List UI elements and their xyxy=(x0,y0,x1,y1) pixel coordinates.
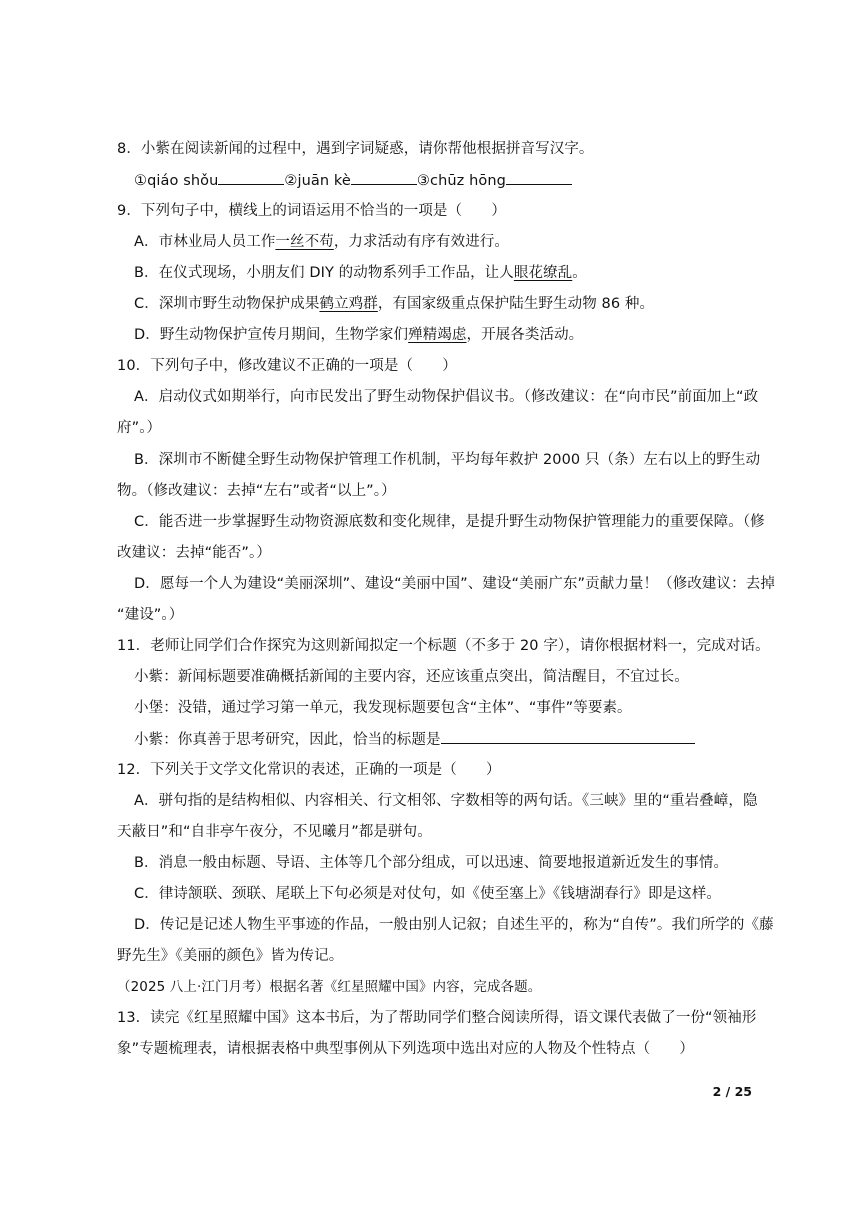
q9-a-underlined: 一丝不苟 xyxy=(275,234,334,250)
q10-option-b: B．深圳市不断健全野生动物保护管理工作机制，平均每年救护 2000 只（条）左右以上的野生动 xyxy=(134,452,761,468)
q11-dialog-1: 小紫：新闻标题要准确概括新闻的主要内容，还应该重点突出，简洁醒目，不宜过长。 xyxy=(134,669,689,685)
section-note: （2025 八上·江门月考）根据名著《红星照耀中国》内容，完成各题。 xyxy=(117,979,542,995)
q11-dialog-3-text: 小紫：你真善于思考研究，因此，恰当的标题是 xyxy=(134,732,441,748)
q9-option-b xyxy=(134,263,587,283)
q8-pinyin-3: ③chūz hōng xyxy=(416,173,506,189)
q11-answer-blank[interactable] xyxy=(441,729,695,744)
q10-option-d-cont: “建设”。） xyxy=(117,607,184,623)
q12-option-c: C．律诗颔联、颈联、尾联上下句必须是对仗句，如《使至塞上》《钱塘湖春行》即是这样。 xyxy=(134,886,721,902)
q9-option-d xyxy=(134,325,583,345)
q8-pinyin-2: ②juān kè xyxy=(284,173,351,189)
q9-d-text-end: ，开展各类活动。 xyxy=(466,327,584,343)
q9-b-text: B．在仪式现场，小朋友们 DIY 的动物系列手工作品，让人 xyxy=(134,265,514,281)
q9-b-underlined: 眼花缭乱 xyxy=(513,265,573,281)
q9-stem: 9．下列句子中，横线上的词语运用不恰当的一项是（ ） xyxy=(117,203,506,219)
q8-answer-blank-2[interactable] xyxy=(351,170,417,185)
q13-stem: 13．读完《红星照耀中国》这本书后，为了帮助同学们整合阅读所得，语文课代表做了一份“领袖形 xyxy=(117,1010,757,1026)
q8-stem: 8．小紫在阅读新闻的过程中，遇到字词疑惑，请你帮他根据拼音写汉字。 xyxy=(117,141,594,157)
q9-d-underlined: 殚精竭虑 xyxy=(408,327,467,343)
q9-option-c xyxy=(134,294,654,314)
q9-c-text: C．深圳市野生动物保护成果 xyxy=(134,296,320,312)
q12-option-b: B．消息一般由标题、导语、主体等几个部分组成，可以迅速、简要地报道新近发生的事情。 xyxy=(134,855,729,871)
q8-pinyin-row xyxy=(134,170,572,191)
q9-b-text-end: 。 xyxy=(572,265,587,281)
q9-c-text-end: ，有国家级重点保护陆生野生动物 86 种。 xyxy=(377,296,655,312)
q11-stem: 11．老师让同学们合作探究为这则新闻拟定一个标题（不多于 20 字），请你根据材料一，完成对话。 xyxy=(117,638,770,654)
q12-option-a: A．骈句指的是结构相似、内容相关、行文相邻、字数相等的两句话。《三峡》里的“重岩叠嶂，隐 xyxy=(134,793,758,809)
q11-dialog-3 xyxy=(134,729,695,750)
q11-dialog-2: 小堡：没错，通过学习第一单元，我发现标题要包含“主体”、“事件”等要素。 xyxy=(134,700,632,716)
q10-option-a-cont: 府”。） xyxy=(117,420,162,436)
q10-option-a: A．启动仪式如期举行，向市民发出了野生动物保护倡议书。（修改建议：在“向市民”前面加上“政 xyxy=(134,389,759,405)
q12-option-d-cont: 野先生》《美丽的颜色》皆为传记。 xyxy=(117,948,344,964)
q10-option-d: D．愿每一个人为建设“美丽深圳”、建设“美丽中国”、建设“美丽广东”贡献力量！（修改建议：去掉 xyxy=(134,576,775,592)
q9-d-text: D．野生动物保护宣传月期间，生物学家们 xyxy=(134,327,409,343)
q10-option-b-cont: 物。（修改建议：去掉“左右”或者“以上”。） xyxy=(117,483,396,499)
q8-pinyin-1: ①qiáo shǒu xyxy=(134,173,219,189)
q13-stem-cont: 象”专题梳理表，请根据表格中典型事例从下列选项中选出对应的人物及个性特点（ ） xyxy=(117,1041,695,1057)
q9-option-a xyxy=(134,232,509,252)
q12-stem: 12．下列关于文学文化常识的表述，正确的一项是（ ） xyxy=(117,762,501,778)
q9-a-text: A．市林业局人员工作 xyxy=(134,234,276,250)
q9-a-text-end: ，力求活动有序有效进行。 xyxy=(333,234,510,250)
q12-option-d: D．传记是记述人物生平事迹的作品，一般由别人记叙；自述生平的，称为“自传”。我们所学的《藤 xyxy=(134,917,774,933)
q10-option-c-cont: 改建议：去掉“能否”。） xyxy=(117,545,271,561)
q9-c-underlined: 鹤立鸡群 xyxy=(319,296,378,312)
q12-option-a-cont: 天蔽日”和“自非亭午夜分，不见曦月”都是骈句。 xyxy=(117,824,432,840)
q8-answer-blank-1[interactable] xyxy=(218,170,284,185)
page-number: 2 / 25 xyxy=(712,1084,752,1099)
q10-stem: 10．下列句子中，修改建议不正确的一项是（ ） xyxy=(117,358,457,374)
q10-option-c: C．能否进一步掌握野生动物资源底数和变化规律，是提升野生动物保护管理能力的重要保障。（修 xyxy=(134,514,765,530)
q8-answer-blank-3[interactable] xyxy=(506,170,572,185)
